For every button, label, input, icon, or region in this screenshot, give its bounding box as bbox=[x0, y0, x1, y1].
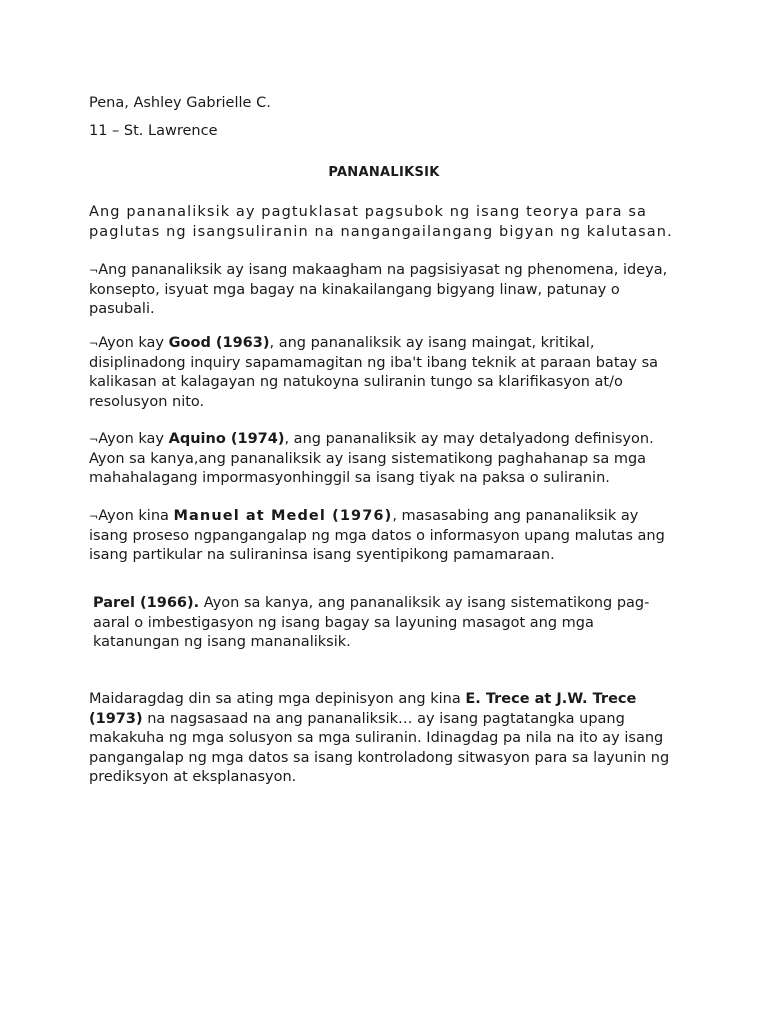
author-name: Pena, Ashley Gabrielle C. bbox=[89, 95, 271, 111]
definition-paragraph-parel bbox=[93, 594, 683, 653]
definition-paragraph-1 bbox=[89, 261, 689, 320]
paragraph-2-lead: Ayon kay bbox=[98, 335, 169, 351]
citation-good: Good (1963) bbox=[168, 335, 270, 351]
citation-aquino: Aquino (1974) bbox=[168, 431, 285, 447]
paragraph-2-text: , ang pananaliksik ay isang maingat, kritikal, disiplinadong inquiry sapamamagitan ng iba't ibang teknik at paraan batay sa kalikasan at kalagayan ng natukoyna suliranin tungo sa klarifikasyon at/o resolusyon nito. bbox=[89, 335, 659, 410]
paragraph-3-text: , ang pananaliksik ay may detalyadong definisyon. Ayon sa kanya,ang pananaliksik ay isang sistematikong paghahanap sa mga mahahalagang impormasyonhinggil sa isang tiyak na paksa o suliranin. bbox=[89, 431, 654, 486]
document-title: PANANALIKSIK bbox=[328, 165, 440, 180]
class-section: 11 – St. Lawrence bbox=[89, 123, 218, 139]
paragraph-1-text: Ang pananaliksik ay isang makaagham na pagsisiyasat ng phenomena, ideya, konsepto, isyuat mga bagay na kinakailangang bigyang linaw, patunay o pasubali. bbox=[89, 262, 668, 317]
citation-parel: Parel (1966). bbox=[93, 595, 200, 611]
definition-paragraph-good bbox=[89, 334, 674, 412]
definition-paragraph-manuel-medel bbox=[89, 507, 679, 566]
paragraph-4-lead: Ayon kina bbox=[98, 508, 174, 524]
intro-paragraph: Ang pananaliksik ay pagtuklasat pagsubok ng isang teorya para sa paglutas ng isangsuliranin na nangangailangang bigyan ng kalutasan. bbox=[89, 204, 673, 240]
not-sign-icon: ¬ bbox=[89, 510, 99, 523]
paragraph-6-text: na nagsasaad na ang pananaliksik… ay isang pagtatangka upang makakuha ng mga solusyon sa mga suliranin. Idinagdag pa nila na ito ay isang pangangalap ng mga datos sa isang kontroladong sitwasyon para sa layunin ng prediksyon at eksplanasyon. bbox=[89, 710, 670, 785]
not-sign-icon: ¬ bbox=[89, 264, 99, 277]
not-sign-icon: ¬ bbox=[89, 337, 99, 350]
paragraph-4-text: , masasabing ang pananaliksik ay isang proseso ngpangangalap ng mga datos o informasyon upang malutas ang isang partikular na suliraninsa isang syentipikong pamamaraan. bbox=[89, 508, 665, 563]
paragraph-3-lead: Ayon kay bbox=[98, 431, 169, 447]
citation-trece: E. Trece at J.W. Trece (1973) bbox=[89, 691, 637, 727]
not-sign-icon: ¬ bbox=[89, 433, 99, 446]
paragraph-5-text: Ayon sa kanya, ang pananaliksik ay isang sistematikong pag-aaral o imbestigasyon ng isang bagay sa layuning masagot ang mga katanungan ng isang mananaliksik. bbox=[93, 595, 650, 650]
definition-paragraph-aquino bbox=[89, 430, 679, 489]
citation-manuel-medel: Manuel at Medel (1976) bbox=[173, 508, 393, 524]
definition-paragraph-trece bbox=[89, 690, 679, 788]
paragraph-6-lead: Maidaragdag din sa ating mga depinisyon ang kina bbox=[89, 691, 466, 707]
